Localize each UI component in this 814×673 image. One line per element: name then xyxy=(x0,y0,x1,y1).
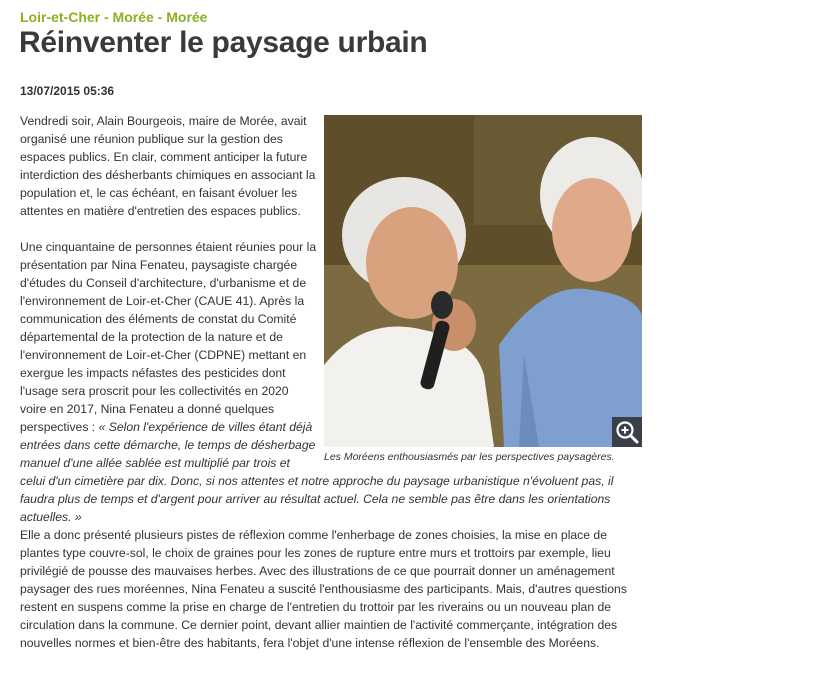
paragraph-presentation-text: Une cinquantaine de personnes étaient réunies pour la présentation par Nina Fenateu, paysagiste chargée d'études du Conseil d'architecture, d'urbanisme et de l'environnement de Loir-et-Cher (CAUE 41). Après la communication des éléments de constat du Comité départemental de la protection de la nature et de l'environnement de Loir-et-Cher (CDPNE) mettant en exergue les impacts néfastes des pesticides dont l'usage sera proscrit pour les collectivités en 2020 voire en 2017, Nina Fenateu a donné quelques perspectives : xyxy=(20,240,317,434)
article-body xyxy=(20,112,640,652)
page-title: Réinventer le paysage urbain xyxy=(19,26,428,59)
paragraph-proposals: Elle a donc présenté plusieurs pistes de réflexion comme l'enherbage de zones choisies, la mise en place de plantes type couvre-sol, le choix de graines pour les zones de rupture entre murs et trottoirs par exemple, lieu privilégié de pousse des mauvaises herbes. Avec des illustrations de ce que pourrait donner un aménagement paysager des rues moréennes, Nina Fenateu a suscité l'enthousiasme des participants. Mais, d'autres questions restent en suspens comme la prise en charge de l'entretien du trottoir par les riverains ou un nouveau plan de circulation dans la commune. Ce dernier point, devant allier maintien de l'activité commerçante, intégration des nouvelles normes et bien-être des habitants, fera l'objet d'une intense réflexion de l'ensemble des Moréens. xyxy=(20,528,627,650)
quote: « Selon l'expérience de villes étant déjà entrées dans cette démarche, le temps de désherbage manuel d'une allée sablée est multiplié par trois et celui d'un cimetière par dix. Donc, si nos attentes et notre approche du paysage urbanistique n'évoluent pas, il faudra plus de temps et d'argent pour arriver au résultat actuel. Cela ne semble pas être dans les orientations actuelles. » xyxy=(20,420,614,524)
zoom-in-icon xyxy=(612,417,642,447)
paragraph-intro: Vendredi soir, Alain Bourgeois, maire de Morée, avait organisé une réunion publique sur la gestion des espaces publics. En clair, comment anticiper la future interdiction des désherbants chimiques en associant la population et, le cas échéant, en faisant évoluer les attentes en matière d'entretien des espaces publics. xyxy=(20,114,316,218)
zoom-button[interactable] xyxy=(612,417,642,447)
photo-illustration xyxy=(324,115,642,447)
article-figure xyxy=(324,115,642,464)
breadcrumb[interactable]: Loir-et-Cher - Morée - Morée xyxy=(20,9,208,25)
photo-caption: Les Moréens enthousiasmés par les perspectives paysagères. xyxy=(324,451,615,463)
article-photo[interactable] xyxy=(324,115,642,447)
publication-date: 13/07/2015 05:36 xyxy=(20,84,115,98)
